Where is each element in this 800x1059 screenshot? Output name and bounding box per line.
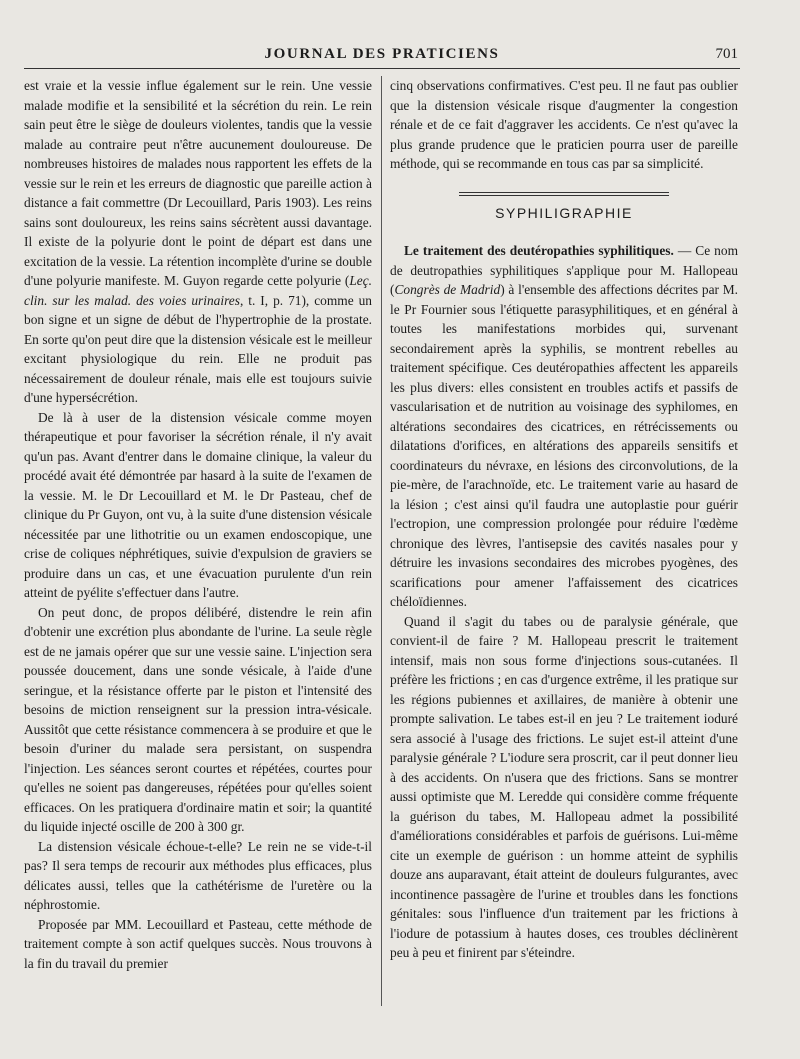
paragraph: On peut donc, de propos délibéré, distendre le rein afin d'obtenir une excrétion plus abondante de l'urine. La seule règle est de ne jamais opérer que sur une vessie saine. L'injection sera poussée doucement, dans une sonde vésicale, à l'aide d'une seringue, et la résistance offerte par le piston et l'intensité des besoins de miction renseignent sur la pression intra-vésicale. Aussitôt que cette résistance commencera à se produire et que le besoin d'uriner du malade sera persistant, on suspendra l'injection. Les séances seront courtes et répétées, courtes pour qu'elles ne soient pas dangereuses, répétées pour qu'elles soient efficaces. On les pratiquera d'ordinaire matin et soir; la quantité du liquide injecté oscille de 200 à 300 gr. (24, 604, 372, 834)
article-title: Le traitement des deutéropathies syphilitiques. (404, 243, 674, 258)
paragraph: Quand il s'agit du tabes ou de paralysie générale, que convient-il de faire ? M. Hallopeau prescrit le traitement intensif, mais non sous forme d'injections sous-cutanées. Il préfère les frictions ; en cas d'urgence extrême, il les pratique sur les régions pubiennes et axillaires, de manière à obtenir une prompte salivation. Le tabes est-il en jeu ? Le traitement ioduré sera associé à l'usage des frictions. Le sujet est-il atteint d'une paralysie générale ? L'iodure sera proscrit, car il peut donner lieu à des accidents. On n'usera que des frictions. Sans se montrer aussi optimiste que M. Leredde qui considère comme fréquente la guérison du tabes, M. Hallopeau admet la possibilité d'améliorations considérables et parfois de guérisons. Lui-même cite un exemple de guérison : un homme atteint de syphilis douze ans auparavant, était atteint de douleurs fulgurantes, avec incontinence passagère de l'urine et troubles dans les fonctions génitales: sous l'influence d'un traitement par les frictions à l'iodure de potassium à hautes doses, ces troubles déclinèrent peu à peu et finirent par s'éteindre. (390, 613, 738, 960)
right-column (390, 76, 738, 963)
paragraph: Proposée par MM. Lecouillard et Pasteau, cette méthode de traitement compte à son actif quelques succès. Nous trouvons à la fin du travail du premier (24, 916, 372, 971)
running-header (24, 44, 740, 69)
section-rule (459, 195, 669, 196)
citation: Leç. clin. sur les malad. des voies urinaires (24, 273, 372, 308)
section-title: SYPHILIGRAPHIE (495, 204, 633, 221)
section-rule (459, 192, 669, 193)
paragraph: cinq observations confirmatives. C'est peu. Il ne faut pas oublier que la distension vésicale risque d'augmenter la congestion rénale et de ce fait d'aggraver les accidents. Ce n'est qu'avec la plus grande prudence que le praticien pourra user de pareille méthode, qui se recommande en tous cas par sa simplicité. (390, 78, 738, 171)
paragraph: est vraie et la vessie influe également sur le rein. Une vessie malade modifie et la sensibilité et la sécrétion du rein. Le rein sain peut être le siège de douleurs violentes, tandis que la vessie malade au contraire peut n'être aucunement douloureuse. De nombreuses histoires de malades nous rapportent les effets de la vessie sur le rein et les erreurs de diagnostic que pareille action à distance a fait commettre (Dr Lecouillard, Paris 1903). Les reins sains sont douloureux, les reins sains sécrètent aussi davantage. Il existe de la polyurie dont le point de départ est dans une excitation de la vessie. La rétention incomplète d'urine se double d'une polyurie manifeste. M. Guyon regarde cette polyurie (Leç. clin. sur les malad. des voies urinaires, t. I, p. 71), comme un bon signe et un signe de début de l'hypertrophie de la prostate. En sorte qu'on peut dire que la distension vésicale est le meilleur excitant physiologique du rein. Elle ne produit pas nécessairement de douleur rénale, mais elle est toujours suivie d'une hypersécrétion. (24, 78, 372, 405)
page-number: 701 (715, 46, 738, 62)
paragraph: La distension vésicale échoue-t-elle? Le rein ne se vide-t-il pas? Il sera temps de recourir aux méthodes plus efficaces, plus délicates aussi, telles que la cathétérisme de l'uretère ou la néphrostomie. (24, 838, 372, 912)
paragraph: De là à user de la distension vésicale comme moyen thérapeutique et pour favoriser la sécrétion rénale, il n'y avait qu'un pas. Avant d'entrer dans le domaine clinique, la valeur du procédé avait été démontrée par hasard à la suite de l'examen de la vessie. M. le Dr Lecouillard et M. le Dr Pasteau, chef de clinique du Pr Guyon, ont vu, à la suite d'une distension vésicale nécessitée par une lithotritie ou un examen endoscopique, une crise de coliques néphrétiques, suivie d'expulsion de graviers se produire dans un cas, et une évacuation purulente d'un rein atteint de pyélite s'effectuer dans l'autre. (24, 409, 372, 600)
citation: Congrès de Madrid (394, 282, 501, 297)
journal-title: JOURNAL DES PRATICIENS (264, 46, 500, 62)
column-divider (381, 76, 382, 1006)
left-column (24, 76, 372, 973)
paragraph: Le traitement des deutéropathies syphilitiques. — Ce nom de deutropathies syphilitiques s'applique pour M. Hallopeau (Congrès de Madrid) à l'ensemble des affections décrites par M. le Pr Fournier sous l'étiquette parasyphilitiques, et en général à toutes les manifestations morbides qui, survenant secondairement après la syphilis, se montrent rebelles au traitement spécifique. Ces deutéropathies affectent les appareils les plus divers: elles consistent en troubles actifs et passifs de vascularisation et de nutrition au voisinage des syphilomes, en altérations secondaires des cicatrices, en rétrécissements ou dilatations d'orifices, en altérations des appareils sensitifs et coordinateurs du névraxe, en lésions des circonvolutions, de la pie-mère, de l'arachnoïde, etc. Le traitement varie au hasard de la lésion ; c'est ainsi qu'il faudra une autoplastie pour guérir l'ectropion, une compression prolongée pour réduire l'œdème chronique des lèvres, l'antisepsie des cavités nasales pour y détruire les invasions secondaires des microbes pyogènes, des scarifications pour amener l'affaissement des cicatrices chéloïdiennes. (390, 243, 738, 609)
